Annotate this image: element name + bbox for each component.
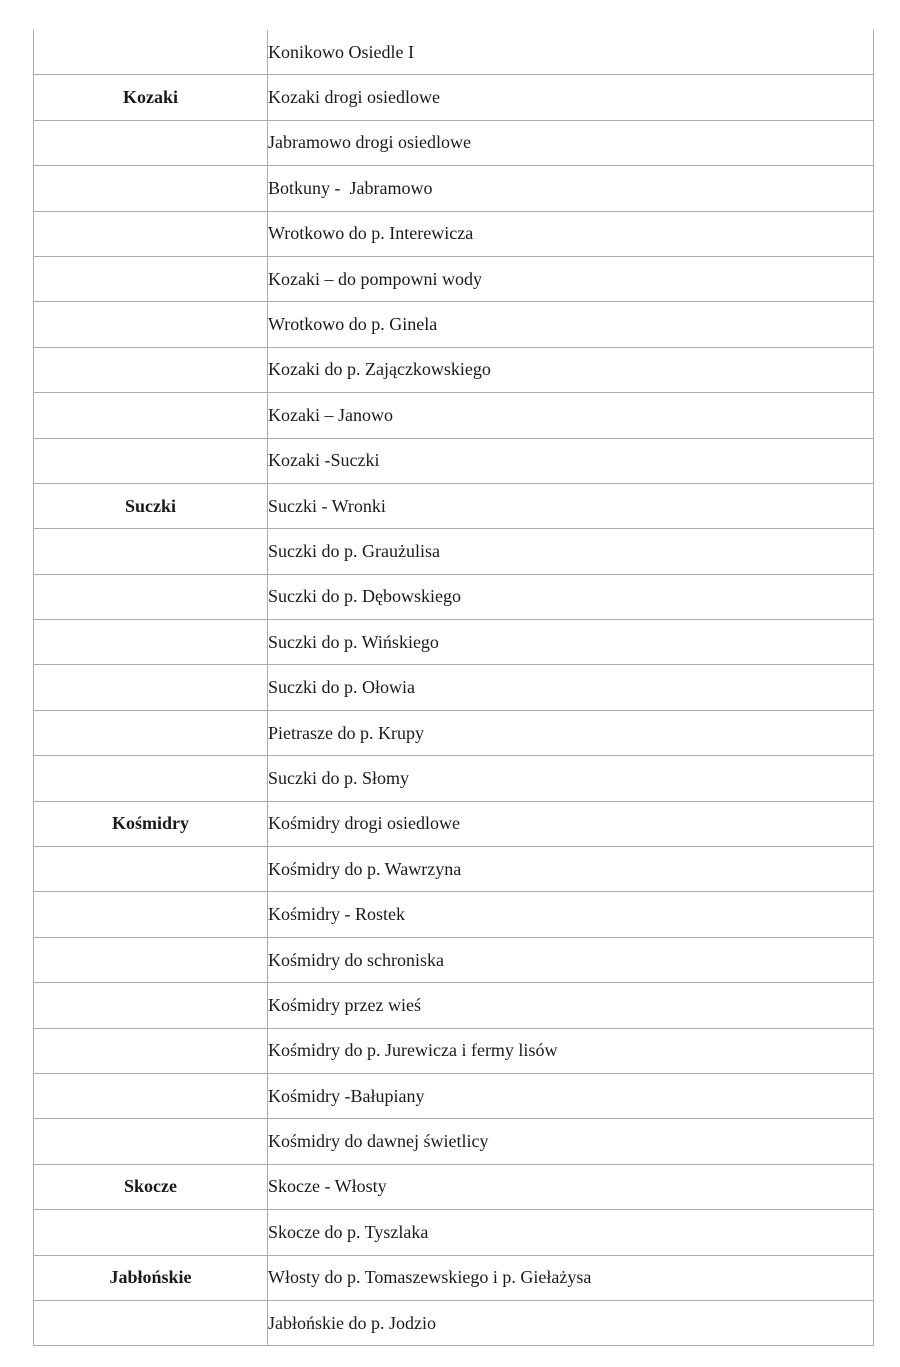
village-cell: Kośmidry [34, 801, 268, 846]
village-cell [34, 1300, 268, 1345]
village-cell [34, 710, 268, 755]
village-cell [34, 256, 268, 301]
table-row [34, 120, 874, 165]
road-cell: Konikowo Osiedle I [268, 30, 874, 75]
road-cell: Kozaki -Suczki [268, 438, 874, 483]
road-cell: Kośmidry do schroniska [268, 937, 874, 982]
village-cell: Suczki [34, 483, 268, 528]
table-row [34, 892, 874, 937]
table-row [34, 256, 874, 301]
village-cell [34, 983, 268, 1028]
road-cell: Suczki do p. Graużulisa [268, 529, 874, 574]
road-cell: Kośmidry -Bałupiany [268, 1073, 874, 1118]
table-row [34, 483, 874, 528]
road-cell: Włosty do p. Tomaszewskiego i p. Giełażysa [268, 1255, 874, 1300]
road-cell: Kośmidry do p. Wawrzyna [268, 847, 874, 892]
table-row [34, 937, 874, 982]
road-cell: Kozaki – Janowo [268, 393, 874, 438]
road-cell: Wrotkowo do p. Ginela [268, 302, 874, 347]
roads-table-body [34, 30, 874, 1346]
table-row [34, 529, 874, 574]
table-row [34, 211, 874, 256]
table-row [34, 620, 874, 665]
village-cell [34, 756, 268, 801]
table-row [34, 665, 874, 710]
table-row [34, 75, 874, 120]
village-cell [34, 166, 268, 211]
road-cell: Suczki do p. Ołowia [268, 665, 874, 710]
village-cell [34, 1119, 268, 1164]
road-cell: Botkuny - Jabramowo [268, 166, 874, 211]
village-cell [34, 393, 268, 438]
table-row [34, 847, 874, 892]
road-cell: Pietrasze do p. Krupy [268, 710, 874, 755]
roads-table [33, 30, 874, 1346]
table-row [34, 1164, 874, 1209]
table-row [34, 393, 874, 438]
village-cell [34, 620, 268, 665]
road-cell: Kozaki do p. Zajączkowskiego [268, 347, 874, 392]
village-cell: Jabłońskie [34, 1255, 268, 1300]
village-cell [34, 1028, 268, 1073]
village-cell [34, 574, 268, 619]
road-cell: Kośmidry przez wieś [268, 983, 874, 1028]
village-cell [34, 937, 268, 982]
road-cell: Kośmidry drogi osiedlowe [268, 801, 874, 846]
road-cell: Kozaki drogi osiedlowe [268, 75, 874, 120]
table-row [34, 801, 874, 846]
road-cell: Kośmidry do dawnej świetlicy [268, 1119, 874, 1164]
village-cell [34, 1210, 268, 1255]
road-cell: Suczki do p. Wińskiego [268, 620, 874, 665]
village-cell [34, 847, 268, 892]
table-row [34, 756, 874, 801]
table-row [34, 710, 874, 755]
table-row [34, 574, 874, 619]
road-cell: Suczki do p. Słomy [268, 756, 874, 801]
road-cell: Suczki do p. Dębowskiego [268, 574, 874, 619]
village-cell [34, 30, 268, 75]
village-cell [34, 665, 268, 710]
road-cell: Jabłońskie do p. Jodzio [268, 1300, 874, 1345]
road-cell: Wrotkowo do p. Interewicza [268, 211, 874, 256]
table-row [34, 1119, 874, 1164]
village-cell: Kozaki [34, 75, 268, 120]
village-cell [34, 302, 268, 347]
table-row [34, 1028, 874, 1073]
table-row [34, 983, 874, 1028]
road-cell: Suczki - Wronki [268, 483, 874, 528]
table-row [34, 1300, 874, 1345]
table-row [34, 166, 874, 211]
table-row [34, 30, 874, 75]
village-cell [34, 529, 268, 574]
road-cell: Kośmidry do p. Jurewicza i fermy lisów [268, 1028, 874, 1073]
table-row [34, 438, 874, 483]
road-cell: Kośmidry - Rostek [268, 892, 874, 937]
table-row [34, 1255, 874, 1300]
table-row [34, 1210, 874, 1255]
road-cell: Jabramowo drogi osiedlowe [268, 120, 874, 165]
village-cell [34, 347, 268, 392]
village-cell: Skocze [34, 1164, 268, 1209]
table-row [34, 347, 874, 392]
village-cell [34, 438, 268, 483]
village-cell [34, 120, 268, 165]
road-cell: Skocze do p. Tyszlaka [268, 1210, 874, 1255]
table-row [34, 1073, 874, 1118]
village-cell [34, 211, 268, 256]
road-cell: Kozaki – do pompowni wody [268, 256, 874, 301]
road-cell: Skocze - Włosty [268, 1164, 874, 1209]
village-cell [34, 1073, 268, 1118]
village-cell [34, 892, 268, 937]
table-row [34, 302, 874, 347]
document-page [33, 30, 874, 1346]
